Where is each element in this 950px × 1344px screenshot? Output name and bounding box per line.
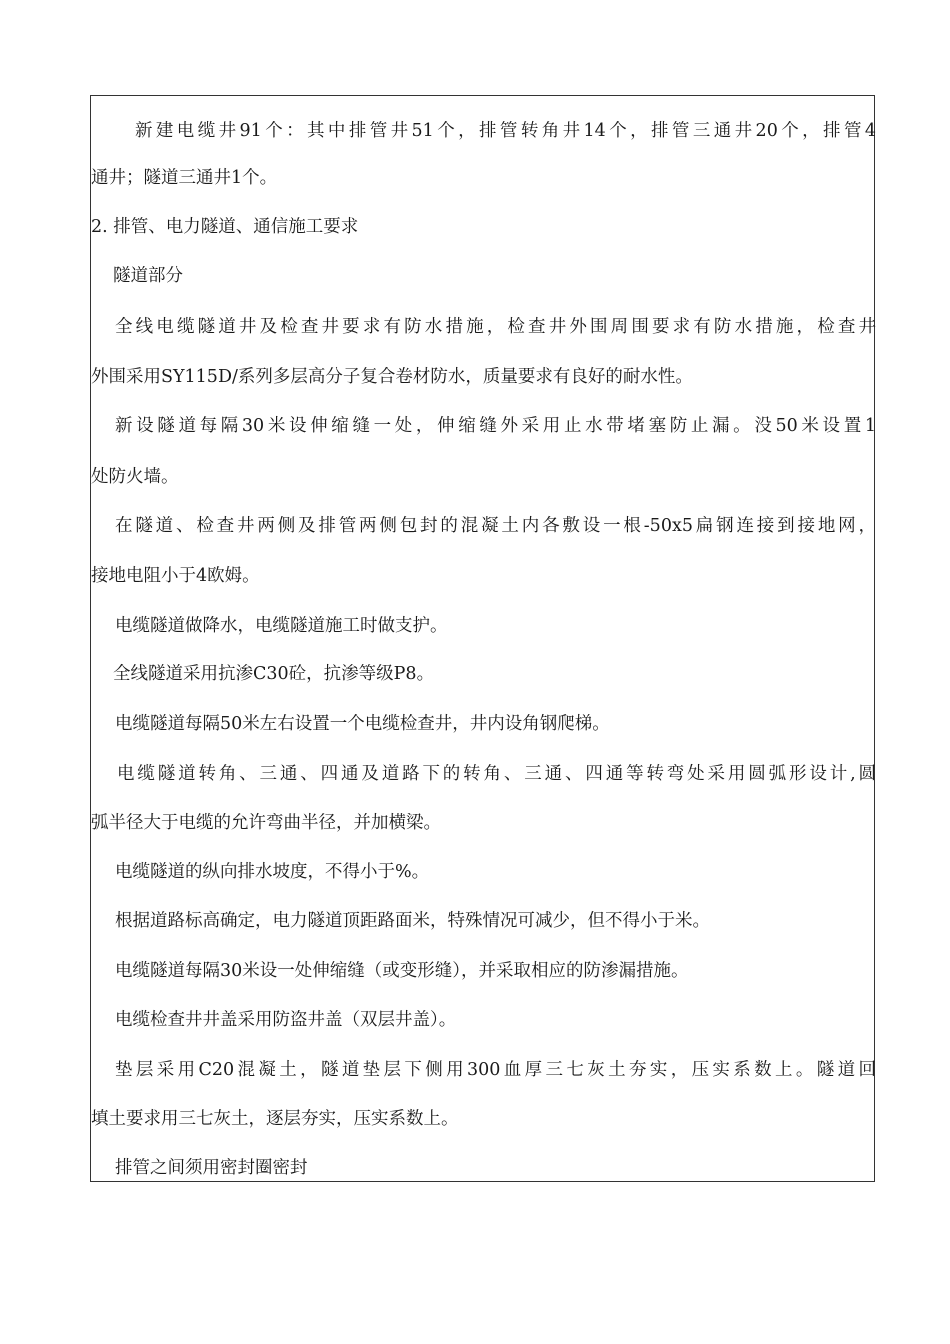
text-line: 全线电缆隧道井及检查井要求有防水措施，检查井外围周围要求有防水措施，检查井: [115, 317, 876, 337]
section-heading: 2. 排管、电力隧道、通信施工要求: [91, 217, 359, 237]
text-line: 垫层采用C20混凝土，隧道垫层下侧用300血厚三七灰土夯实，压实系数上。隧道回: [115, 1060, 876, 1080]
content-frame: [90, 95, 875, 1182]
text-line: 填土要求用三七灰土，逐层夯实，压实系数上。: [91, 1109, 459, 1129]
text-line: 根据道路标高确定，电力隧道顶距路面米，特殊情况可减少，但不得小于米。: [115, 911, 710, 931]
text-line: 电缆隧道的纵向排水坡度，不得小于%。: [115, 862, 430, 882]
text-line: 全线隧道采用抗渗C30砼，抗渗等级P8。: [113, 664, 435, 684]
text-line: 在隧道、检查井两侧及排管两侧包封的混凝土内各敷设一根-50x5扁钢连接到接地网，: [115, 516, 876, 536]
text-line: 弧半径大于电缆的允许弯曲半径，并加横梁。: [91, 813, 441, 833]
text-line: 电缆隧道做降水，电缆隧道施工时做支护。: [115, 616, 448, 636]
text-line: 处防火墙。: [91, 467, 179, 487]
text-line: 电缆隧道每隔50米左右设置一个电缆检查井，井内设角钢爬梯。: [115, 714, 610, 734]
text-line: 接地电阻小于4欧姆。: [91, 566, 260, 586]
text-line: 排管之间须用密封圈密封: [115, 1158, 308, 1178]
text-line: 通井；隧道三通井1个。: [91, 168, 278, 188]
text-line: 电缆隧道每隔30米设一处伸缩缝（或变形缝），并采取相应的防渗漏措施。: [115, 961, 689, 981]
text-line: 外围采用SY115D/系列多层高分子复合卷材防水，质量要求有良好的耐水性。: [91, 367, 693, 387]
subsection-heading: 隧道部分: [113, 266, 183, 286]
text-line: 电缆隧道转角、三通、四通及道路下的转角、三通、四通等转弯处采用圆弧形设计,圆: [117, 764, 876, 784]
text-line: 新设隧道每隔30米设伸缩缝一处，伸缩缝外采用止水带堵塞防止漏。没50米设置1: [115, 416, 876, 436]
text-line: 新建电缆井91个：其中排管井51个，排管转角井14个，排管三通井20个，排管4: [135, 121, 876, 141]
text-line: 电缆检查井井盖采用防盗井盖（双层井盖）。: [115, 1010, 457, 1030]
